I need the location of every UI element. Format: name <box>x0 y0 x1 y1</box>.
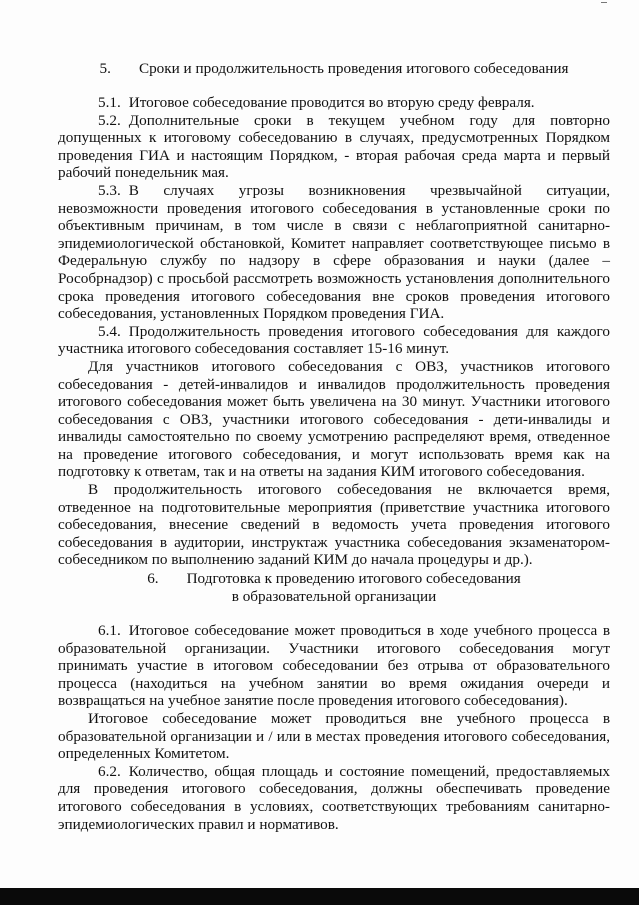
paragraph-text: В случаях угрозы возникновения чрезвычайной ситуации, невозможности проведения итогового собеседования в установленные сроки по объективным причинам, в том числе в связи с неблагоприятной санитарно-эпидемиологической обстановкой, Комитет направляет соответствующее письмо в Федеральную службу по надзору в сфере образования и науки (далее – Рособрнадзор) с просьбой рассмотреть возможность установления дополнительного срока проведения итогового собеседования вне сроков проведения итогового собеседования, установленных Порядком проведения ГИА. <box>58 181 610 323</box>
section-6-title-line-1: Подготовка к проведению итогового собеседования <box>186 570 521 587</box>
paragraph-5-2 <box>58 112 610 182</box>
paragraph-number: 6.1. <box>98 622 121 639</box>
paragraph-number: 5.2. <box>98 111 121 129</box>
paragraph-number: 6.2. <box>98 762 121 780</box>
section-6-number: 6. <box>147 570 159 587</box>
paragraph-text: Количество, общая площадь и состояние помещений, предоставляемых для проведения итогового собеседования, должны обеспечивать проведение итогового собеседования в условиях, соответствующих требованиям санитарно-эпидемиологических правил и нормативов. <box>58 762 610 833</box>
section-6-title-line-2: в образовательной организации <box>231 587 437 605</box>
section-5-heading <box>58 60 610 78</box>
paragraph-5-3 <box>58 182 610 323</box>
paragraph-5-4 <box>58 323 610 358</box>
paragraph-outside-process: Итоговое собеседование может проводиться вне учебного процесса в образовательной организации и / или в местах проведения итогового собеседования, определенных Комитетом. <box>58 709 610 763</box>
paragraph-6-1 <box>58 622 610 710</box>
scan-mark <box>601 2 607 3</box>
section-6-heading <box>58 570 610 605</box>
paragraph-5-1 <box>58 94 610 112</box>
scan-bottom-border <box>0 888 639 905</box>
paragraph-number: 5.1. <box>98 94 121 111</box>
paragraph-number: 5.4. <box>98 322 121 340</box>
paragraph-text: Итоговое собеседование проводится во вторую среду февраля. <box>128 94 535 111</box>
paragraph-text: Итоговое собеседование может проводиться в ходе учебного процесса в образовательной организации. Участники итогового собеседования могут принимать участие в итоговом собеседовании без отрыва от образовательного процесса (находиться на учебном занятии во время ожидания очереди и возвращаться на учебное занятие после проведения итогового собеседования). <box>58 622 610 710</box>
paragraph-excluded-time: В продолжительность итогового собеседования не включается время, отведенное на подготовительные мероприятия (приветствие участника итогового собеседования, внесение сведений в ведомость учета проведения итогового собеседования в аудитории, инструктаж участника собеседования экзаменатором-собеседником по выполнению заданий КИМ до начала процедуры и др.). <box>58 481 610 569</box>
section-5-title: Сроки и продолжительность проведения итогового собеседования <box>138 60 569 77</box>
paragraph-text: Дополнительные сроки в текущем учебном году для повторно допущенных к итоговому собеседованию в случаях, предусмотренных Порядком проведения ГИА и настоящим Порядком, - вторая рабочая среда марта и первый рабочий понедельник мая. <box>58 111 610 182</box>
paragraph-ovz: Для участников итогового собеседования с ОВЗ, участников итогового собеседования - детей-инвалидов и инвалидов продолжительность проведения итогового собеседования может быть увеличена на 30 минут. Участники итогового собеседования с ОВЗ, участники итогового собеседования - дети-инвалиды и инвалиды самостоятельно по своему усмотрению распределяют время, отведенное на проведение итогового собеседования, и могут использовать время как на подготовку к ответам, так и на ответы на задания КИМ итогового собеседования. <box>58 357 610 481</box>
paragraph-text: Продолжительность проведения итогового собеседования для каждого участника итогового собеседования составляет 15-16 минут. <box>58 322 610 358</box>
paragraph-number: 5.3. <box>98 181 121 199</box>
section-5-number: 5. <box>99 60 111 77</box>
paragraph-6-2 <box>58 763 610 833</box>
